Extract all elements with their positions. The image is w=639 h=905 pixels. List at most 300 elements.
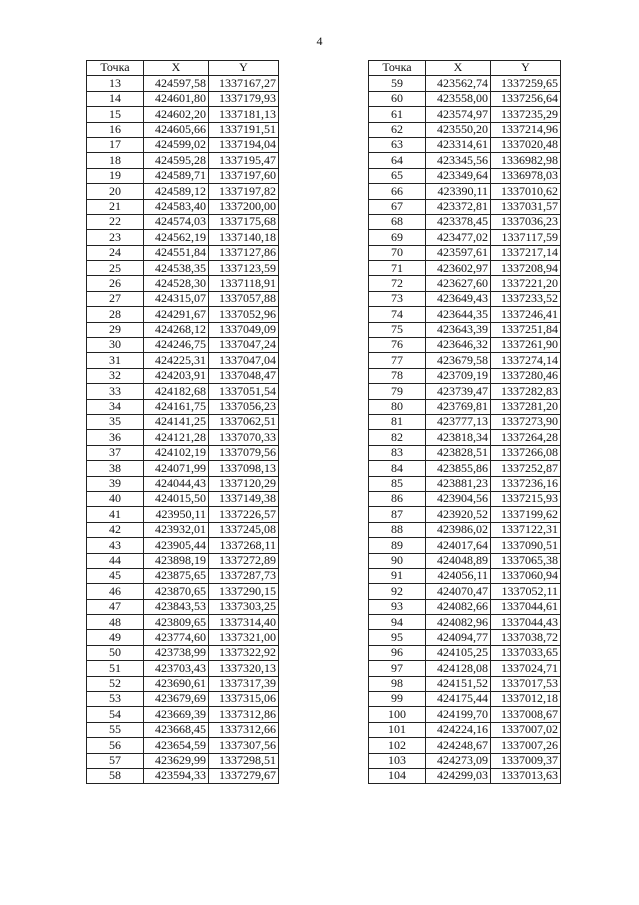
point-cell: 91 [369,568,426,583]
x-cell: 423679,58 [426,353,491,368]
point-cell: 28 [87,307,144,322]
table-row [369,338,561,353]
point-cell: 90 [369,553,426,568]
table-row [87,76,279,91]
y-cell: 1337290,15 [209,584,279,599]
x-cell: 423769,81 [426,399,491,414]
table-row [369,353,561,368]
y-cell: 1337312,66 [209,722,279,737]
point-cell: 96 [369,645,426,660]
x-cell: 424094,77 [426,630,491,645]
y-cell: 1337194,04 [209,137,279,152]
x-cell: 423668,45 [144,722,209,737]
x-cell: 423875,65 [144,568,209,583]
table-row [369,276,561,291]
y-cell: 1337272,89 [209,553,279,568]
y-cell: 1337123,59 [209,261,279,276]
x-cell: 424299,03 [426,768,491,783]
point-cell: 63 [369,137,426,152]
y-cell: 1337279,67 [209,768,279,783]
table-row [369,153,561,168]
y-cell: 1337233,52 [491,291,561,306]
point-cell: 41 [87,507,144,522]
point-cell: 62 [369,122,426,137]
table-row [369,491,561,506]
table-row [369,599,561,614]
x-cell: 424589,12 [144,184,209,199]
table-row [369,722,561,737]
y-cell: 1337264,28 [491,430,561,445]
point-cell: 82 [369,430,426,445]
x-cell: 423855,86 [426,461,491,476]
y-cell: 1337282,83 [491,384,561,399]
table-header-row [87,61,279,76]
x-cell: 423920,52 [426,507,491,522]
point-cell: 79 [369,384,426,399]
y-cell: 1337195,47 [209,153,279,168]
y-cell: 1337047,24 [209,338,279,353]
x-cell: 424597,58 [144,76,209,91]
y-cell: 1337149,38 [209,491,279,506]
x-cell: 424128,08 [426,661,491,676]
point-cell: 77 [369,353,426,368]
y-cell: 1337235,29 [491,107,561,122]
x-cell: 423809,65 [144,615,209,630]
y-cell: 1337090,51 [491,538,561,553]
table-row [87,230,279,245]
table-row [369,245,561,260]
point-cell: 13 [87,76,144,91]
table-row [87,107,279,122]
y-cell: 1337200,00 [209,199,279,214]
point-cell: 38 [87,461,144,476]
x-cell: 424151,52 [426,676,491,691]
point-cell: 103 [369,753,426,768]
x-cell: 424141,25 [144,414,209,429]
y-cell: 1337268,11 [209,538,279,553]
table-row [87,261,279,276]
x-cell: 423314,61 [426,137,491,152]
y-cell: 1337013,63 [491,768,561,783]
x-cell: 423646,32 [426,338,491,353]
x-cell: 423932,01 [144,522,209,537]
table-row [369,107,561,122]
y-cell: 1337008,67 [491,707,561,722]
table-row [87,199,279,214]
table-row [369,230,561,245]
x-cell: 423690,61 [144,676,209,691]
x-cell: 423562,74 [426,76,491,91]
y-cell: 1337070,33 [209,430,279,445]
table-row [87,461,279,476]
table-row [87,291,279,306]
y-cell: 1337217,14 [491,245,561,260]
x-cell: 424105,25 [426,645,491,660]
header-point: Точка [87,61,144,76]
point-cell: 58 [87,768,144,783]
x-cell: 424056,11 [426,568,491,583]
table-row [369,322,561,337]
table-row [87,645,279,660]
header-y: Y [491,61,561,76]
point-cell: 100 [369,707,426,722]
point-cell: 29 [87,322,144,337]
x-cell: 423669,39 [144,707,209,722]
y-cell: 1337197,60 [209,168,279,183]
table-row [87,538,279,553]
x-cell: 423644,35 [426,307,491,322]
x-cell: 423477,02 [426,230,491,245]
point-cell: 70 [369,245,426,260]
point-cell: 30 [87,338,144,353]
y-cell: 1337315,06 [209,692,279,707]
y-cell: 1337017,53 [491,676,561,691]
point-cell: 42 [87,522,144,537]
y-cell: 1337048,47 [209,368,279,383]
table-row [87,137,279,152]
x-cell: 424199,70 [426,707,491,722]
point-cell: 93 [369,599,426,614]
y-cell: 1337049,09 [209,322,279,337]
y-cell: 1337322,92 [209,645,279,660]
table-row [369,630,561,645]
x-cell: 423629,99 [144,753,209,768]
y-cell: 1337181,13 [209,107,279,122]
x-cell: 423739,47 [426,384,491,399]
x-cell: 424044,43 [144,476,209,491]
point-cell: 26 [87,276,144,291]
y-cell: 1337065,38 [491,553,561,568]
y-cell: 1337024,71 [491,661,561,676]
table-row [369,738,561,753]
table-row [369,368,561,383]
x-cell: 424246,75 [144,338,209,353]
table-row [369,76,561,91]
y-cell: 1337307,56 [209,738,279,753]
x-cell: 424291,67 [144,307,209,322]
x-cell: 424082,66 [426,599,491,614]
point-cell: 55 [87,722,144,737]
y-cell: 1337245,08 [209,522,279,537]
table-row [369,137,561,152]
y-cell: 1337057,88 [209,291,279,306]
point-cell: 99 [369,692,426,707]
point-cell: 68 [369,214,426,229]
y-cell: 1337312,86 [209,707,279,722]
coordinates-table-right [368,60,561,784]
y-cell: 1337007,26 [491,738,561,753]
x-cell: 423986,02 [426,522,491,537]
point-cell: 87 [369,507,426,522]
point-cell: 71 [369,261,426,276]
y-cell: 1337047,04 [209,353,279,368]
x-cell: 423679,69 [144,692,209,707]
table-row [369,676,561,691]
x-cell: 424605,66 [144,122,209,137]
table-row [87,322,279,337]
table-row [369,707,561,722]
table-row [87,414,279,429]
table-row [87,568,279,583]
point-cell: 15 [87,107,144,122]
y-cell: 1337140,18 [209,230,279,245]
y-cell: 1337199,62 [491,507,561,522]
y-cell: 1337052,96 [209,307,279,322]
point-cell: 50 [87,645,144,660]
point-cell: 17 [87,137,144,152]
point-cell: 80 [369,399,426,414]
y-cell: 1337036,23 [491,214,561,229]
table-row [87,491,279,506]
point-cell: 59 [369,76,426,91]
table-row [369,553,561,568]
point-cell: 27 [87,291,144,306]
point-cell: 47 [87,599,144,614]
coordinates-table-left [86,60,279,784]
point-cell: 78 [369,368,426,383]
x-cell: 424273,09 [426,753,491,768]
table-row [87,553,279,568]
table-row [87,353,279,368]
table-row [369,168,561,183]
x-cell: 424070,47 [426,584,491,599]
y-cell: 1337215,93 [491,491,561,506]
point-cell: 21 [87,199,144,214]
point-cell: 65 [369,168,426,183]
x-cell: 423774,60 [144,630,209,645]
x-cell: 424602,20 [144,107,209,122]
table-row [87,184,279,199]
table-row [369,753,561,768]
table-row [87,368,279,383]
page-number: 4 [316,34,323,48]
y-cell: 1336982,98 [491,153,561,168]
point-cell: 74 [369,307,426,322]
point-cell: 36 [87,430,144,445]
point-cell: 98 [369,676,426,691]
y-cell: 1337281,20 [491,399,561,414]
x-cell: 424562,19 [144,230,209,245]
table-row [369,291,561,306]
table-row [369,91,561,106]
table-row [369,184,561,199]
table-row [87,599,279,614]
y-cell: 1337252,87 [491,461,561,476]
point-cell: 25 [87,261,144,276]
point-cell: 22 [87,214,144,229]
y-cell: 1337261,90 [491,338,561,353]
point-cell: 44 [87,553,144,568]
point-cell: 64 [369,153,426,168]
y-cell: 1337246,41 [491,307,561,322]
point-cell: 16 [87,122,144,137]
y-cell: 1337051,54 [209,384,279,399]
x-cell: 424161,75 [144,399,209,414]
point-cell: 35 [87,414,144,429]
point-cell: 97 [369,661,426,676]
table-row [369,568,561,583]
point-cell: 14 [87,91,144,106]
y-cell: 1337044,61 [491,599,561,614]
point-cell: 60 [369,91,426,106]
point-cell: 53 [87,692,144,707]
x-cell: 423904,56 [426,491,491,506]
y-cell: 1337038,72 [491,630,561,645]
table-row [369,307,561,322]
y-cell: 1337197,82 [209,184,279,199]
table-row [87,245,279,260]
y-cell: 1337118,91 [209,276,279,291]
x-cell: 423349,64 [426,168,491,183]
header-y: Y [209,61,279,76]
x-cell: 423905,44 [144,538,209,553]
y-cell: 1337298,51 [209,753,279,768]
point-cell: 89 [369,538,426,553]
table-row [369,507,561,522]
x-cell: 423738,99 [144,645,209,660]
table-row [369,122,561,137]
point-cell: 88 [369,522,426,537]
point-cell: 33 [87,384,144,399]
table-row [369,461,561,476]
y-cell: 1337236,16 [491,476,561,491]
x-cell: 424315,07 [144,291,209,306]
x-cell: 423550,20 [426,122,491,137]
point-cell: 83 [369,445,426,460]
x-cell: 424203,91 [144,368,209,383]
table-row [87,692,279,707]
y-cell: 1337214,96 [491,122,561,137]
x-cell: 423378,45 [426,214,491,229]
y-cell: 1337221,20 [491,276,561,291]
x-cell: 423881,23 [426,476,491,491]
x-cell: 423574,97 [426,107,491,122]
point-cell: 101 [369,722,426,737]
table-row [87,91,279,106]
table-row [87,338,279,353]
y-cell: 1337191,51 [209,122,279,137]
y-cell: 1337167,27 [209,76,279,91]
table-row [369,214,561,229]
x-cell: 424224,16 [426,722,491,737]
y-cell: 1337079,56 [209,445,279,460]
x-cell: 423828,51 [426,445,491,460]
x-cell: 424601,80 [144,91,209,106]
point-cell: 66 [369,184,426,199]
x-cell: 423649,43 [426,291,491,306]
point-cell: 51 [87,661,144,676]
x-cell: 423643,39 [426,322,491,337]
y-cell: 1337280,46 [491,368,561,383]
y-cell: 1337127,86 [209,245,279,260]
x-cell: 423818,34 [426,430,491,445]
point-cell: 24 [87,245,144,260]
table-row [369,261,561,276]
table-row [87,168,279,183]
table-row [87,214,279,229]
x-cell: 423372,81 [426,199,491,214]
y-cell: 1337208,94 [491,261,561,276]
x-cell: 423843,53 [144,599,209,614]
y-cell: 1337007,02 [491,722,561,737]
table-row [87,630,279,645]
table-row [369,414,561,429]
point-cell: 49 [87,630,144,645]
table-row [87,615,279,630]
table-row [87,753,279,768]
y-cell: 1337117,59 [491,230,561,245]
table-row [87,445,279,460]
y-cell: 1337020,48 [491,137,561,152]
point-cell: 102 [369,738,426,753]
y-cell: 1337314,40 [209,615,279,630]
point-cell: 34 [87,399,144,414]
y-cell: 1337179,93 [209,91,279,106]
point-cell: 86 [369,491,426,506]
point-cell: 52 [87,676,144,691]
y-cell: 1337060,94 [491,568,561,583]
table-row [87,276,279,291]
table-row [369,645,561,660]
table-row [369,522,561,537]
x-cell: 423898,19 [144,553,209,568]
x-cell: 423870,65 [144,584,209,599]
table-row [87,661,279,676]
table-row [87,707,279,722]
table-header-row [369,61,561,76]
x-cell: 424268,12 [144,322,209,337]
x-cell: 424082,96 [426,615,491,630]
x-cell: 424595,28 [144,153,209,168]
x-cell: 424175,44 [426,692,491,707]
point-cell: 81 [369,414,426,429]
point-cell: 61 [369,107,426,122]
y-cell: 1337273,90 [491,414,561,429]
point-cell: 37 [87,445,144,460]
point-cell: 45 [87,568,144,583]
x-cell: 423709,19 [426,368,491,383]
y-cell: 1337320,13 [209,661,279,676]
table-row [369,768,561,783]
y-cell: 1337009,37 [491,753,561,768]
table-row [87,384,279,399]
point-cell: 56 [87,738,144,753]
y-cell: 1337044,43 [491,615,561,630]
point-cell: 19 [87,168,144,183]
point-cell: 72 [369,276,426,291]
header-x: X [426,61,491,76]
x-cell: 423597,61 [426,245,491,260]
x-cell: 423654,59 [144,738,209,753]
y-cell: 1337098,13 [209,461,279,476]
point-cell: 39 [87,476,144,491]
point-cell: 18 [87,153,144,168]
x-cell: 423345,56 [426,153,491,168]
point-cell: 54 [87,707,144,722]
table-row [87,476,279,491]
table-row [369,430,561,445]
x-cell: 424248,67 [426,738,491,753]
y-cell: 1337052,11 [491,584,561,599]
y-cell: 1337175,68 [209,214,279,229]
x-cell: 424182,68 [144,384,209,399]
y-cell: 1337317,39 [209,676,279,691]
y-cell: 1337266,08 [491,445,561,460]
x-cell: 424599,02 [144,137,209,152]
table-row [87,676,279,691]
point-cell: 32 [87,368,144,383]
table-row [369,615,561,630]
